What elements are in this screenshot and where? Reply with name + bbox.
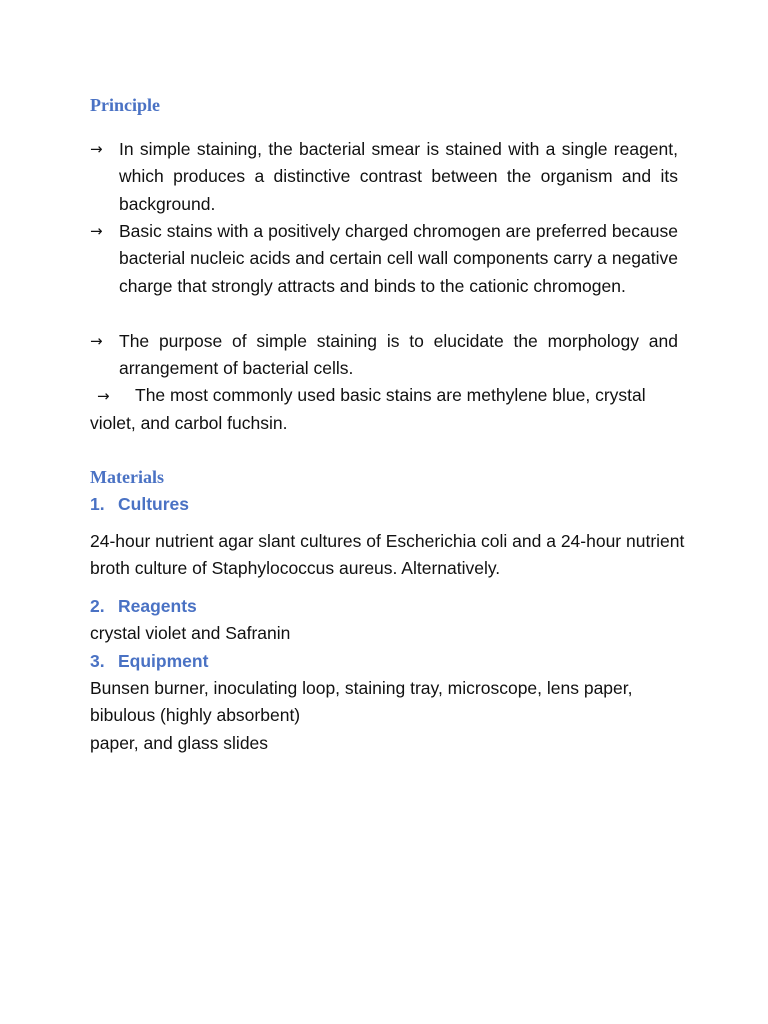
equipment-heading: [90, 650, 208, 672]
arrow-icon: →: [90, 140, 103, 158]
bullet-text: The purpose of simple staining is to elucidate the morphology and arrangement of bacterial cells.: [119, 331, 678, 379]
arrow-icon: →: [90, 222, 103, 240]
equipment-text: Bunsen burner, inoculating loop, staining tray, microscope, lens paper, bibulous (highly absorbent): [90, 678, 633, 726]
equipment-text-continued: paper, and glass slides: [90, 733, 269, 753]
reagents-heading: [90, 595, 197, 617]
section-number: 3.: [90, 651, 105, 671]
principle-bullet-4: [90, 382, 680, 438]
section-title: Reagents: [118, 596, 197, 616]
principle-bullet-3: [90, 328, 678, 383]
section-title: Equipment: [118, 651, 209, 671]
reagents-text: crystal violet and Safranin: [90, 623, 291, 643]
cultures-text: 24-hour nutrient agar slant cultures of Escherichia coli and a 24-hour nutrient broth culture of Staphylococcus aureus. Alternatively.: [90, 531, 685, 579]
section-number: 2.: [90, 596, 105, 616]
bullet-text: In simple staining, the bacterial smear is stained with a single reagent, which produces a distinctive contrast between the organism and its background.: [119, 139, 678, 214]
arrow-icon: →: [97, 387, 110, 405]
materials-heading: Materials: [90, 467, 164, 487]
section-number: 1.: [90, 494, 105, 514]
section-title: Cultures: [118, 494, 189, 514]
principle-bullet-2: [90, 218, 678, 300]
principle-heading: Principle: [90, 95, 160, 115]
principle-bullet-1: [90, 136, 678, 218]
bullet-text: The most commonly used basic stains are methylene blue, crystal violet, and carbol fuchsin.: [90, 385, 646, 434]
arrow-icon: →: [90, 332, 103, 350]
bullet-text: Basic stains with a positively charged chromogen are preferred because bacterial nucleic acids and certain cell wall components carry a negative charge that strongly attracts and binds to the cationic chromogen.: [119, 221, 678, 296]
cultures-heading: [90, 493, 189, 515]
